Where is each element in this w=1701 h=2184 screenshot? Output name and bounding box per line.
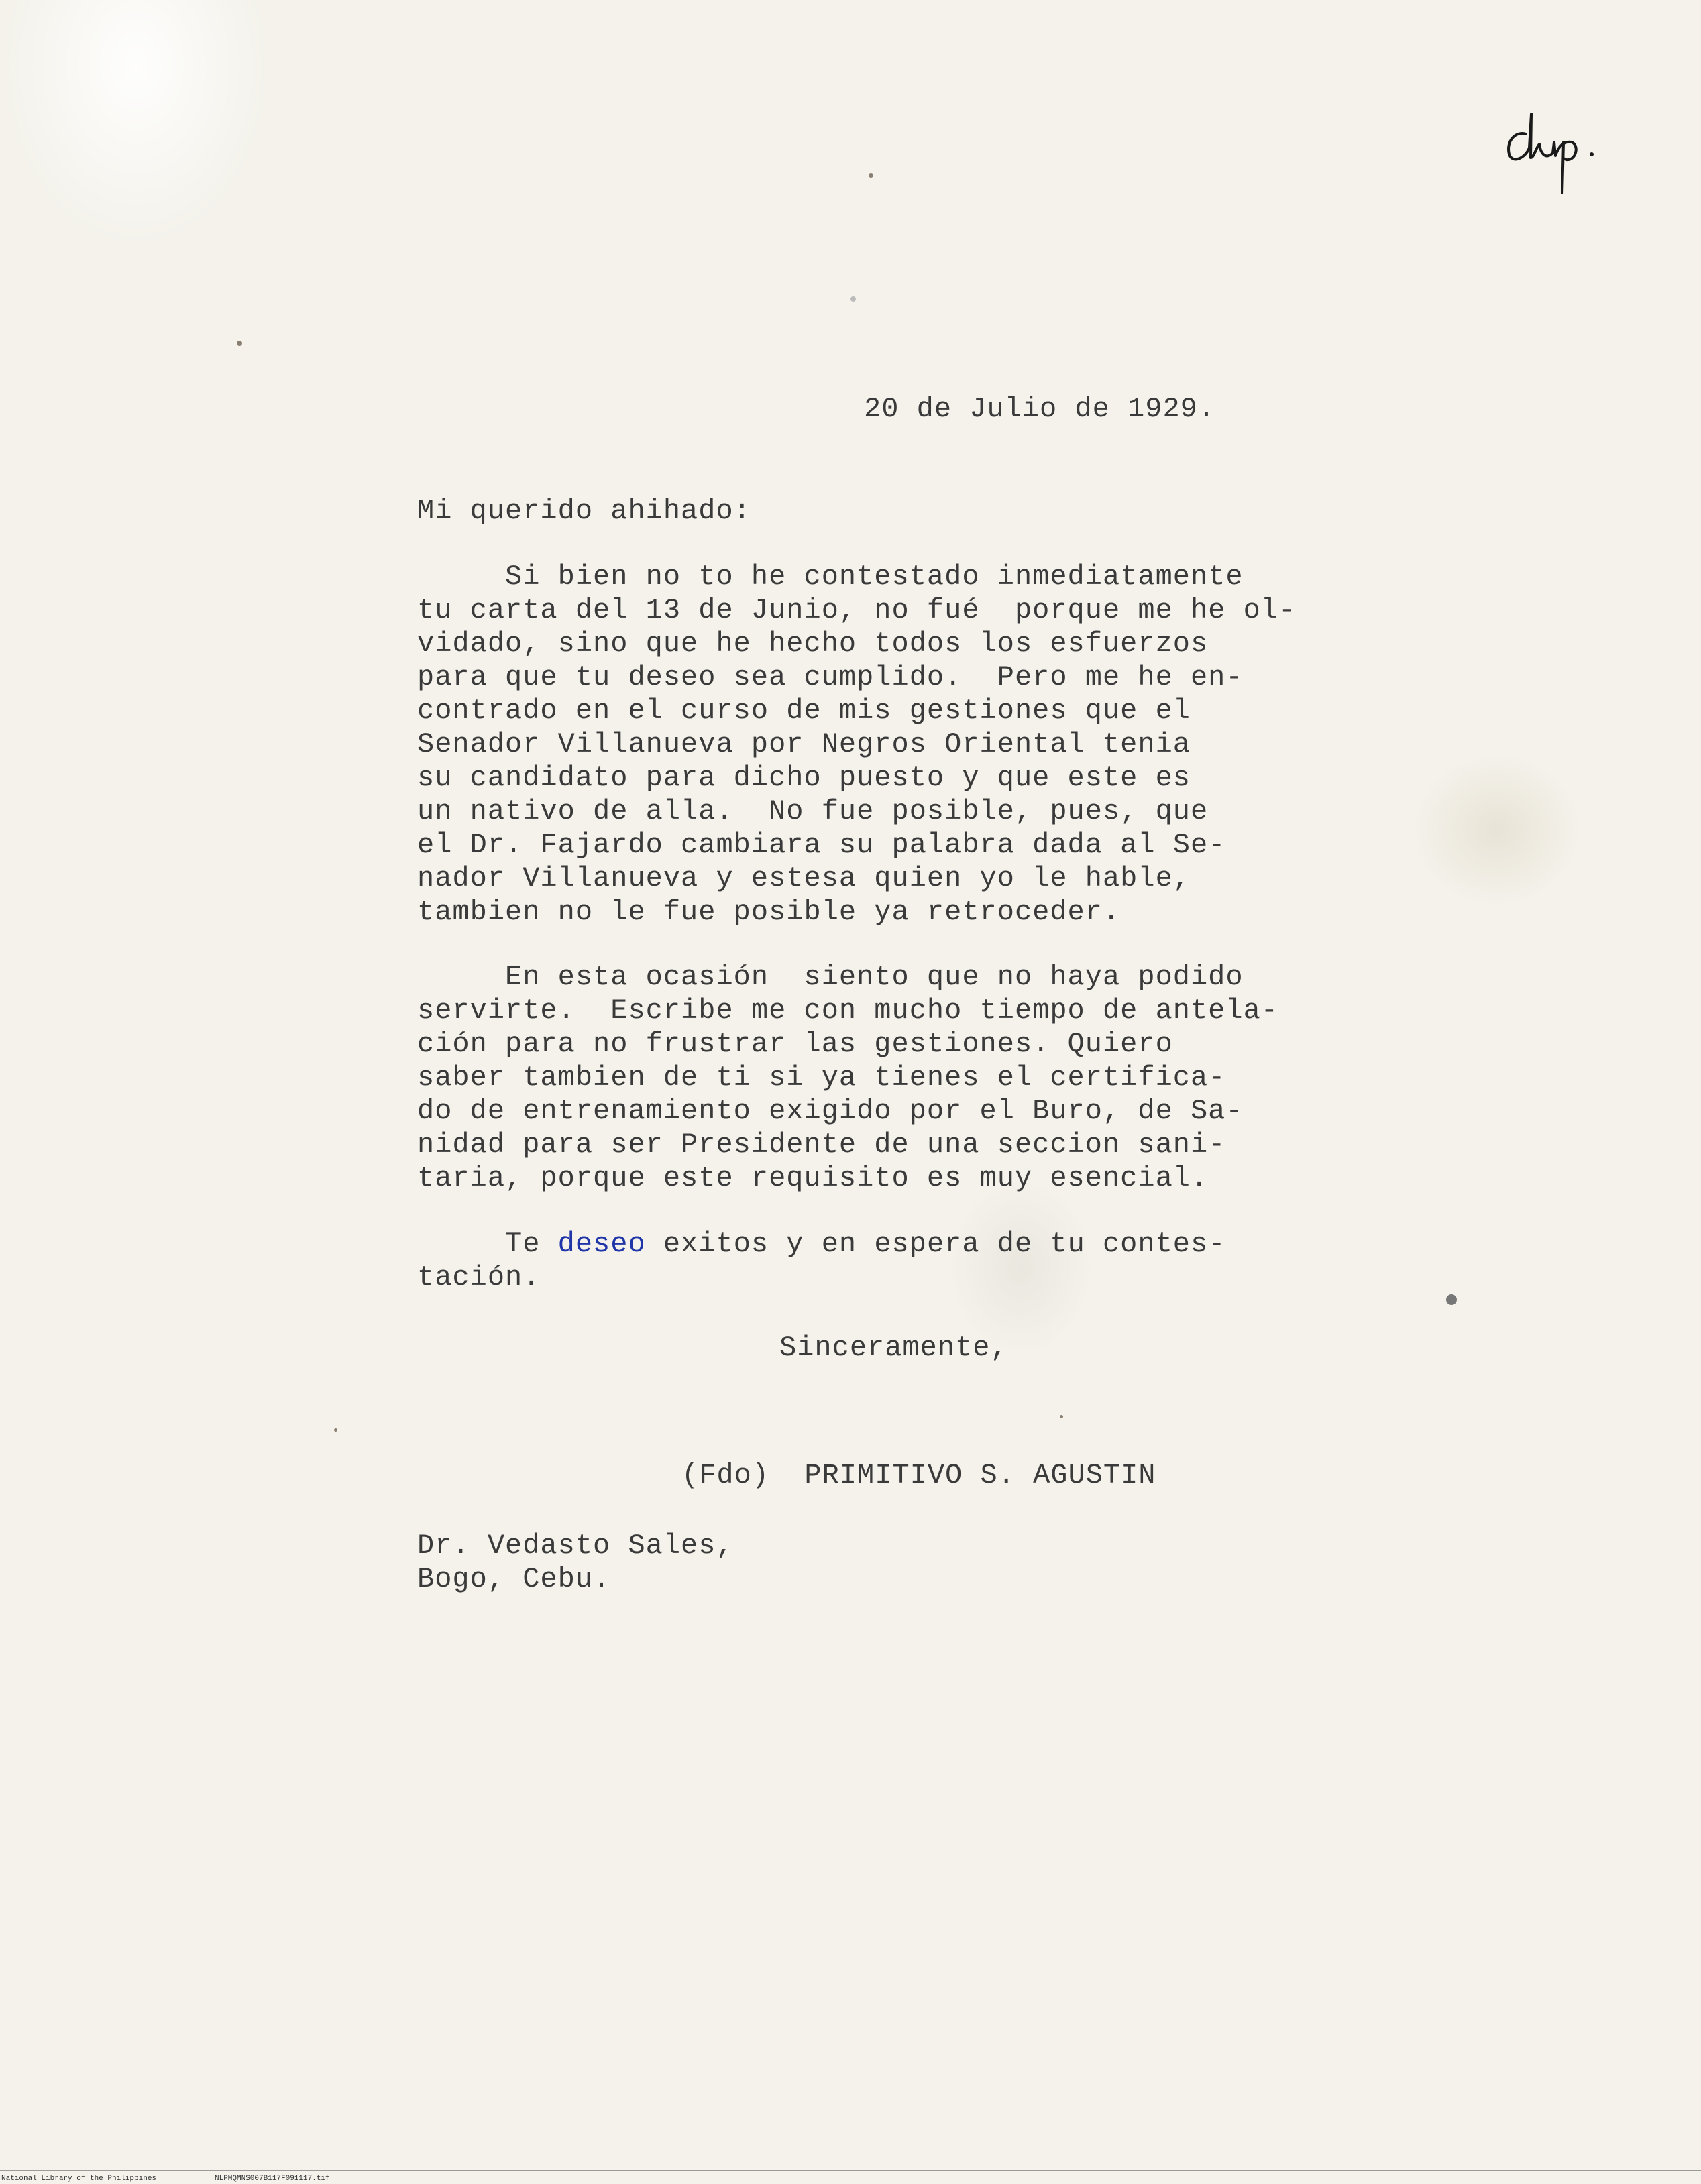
letter-date: 20 de Julio de 1929. [864, 393, 1216, 425]
paragraph2-line: servirte. Escribe me con mucho tiempo de antela- [417, 994, 1279, 1027]
paragraph1-line: vidado, sino que he hecho todos los esfuerzos [417, 628, 1209, 660]
paragraph3-pre: Te [417, 1228, 558, 1260]
paper-speck [1060, 1415, 1063, 1418]
paragraph1-line: su candidato para dicho puesto y que este es [417, 762, 1191, 794]
paragraph1-line: para que tu deseo sea cumplido. Pero me he en- [417, 661, 1244, 693]
paper-speck [851, 296, 856, 302]
letter-signature: (Fdo) PRIMITIVO S. AGUSTIN [681, 1459, 1156, 1491]
paragraph2-line: do de entrenamiento exigido por el Buro, de Sa- [417, 1095, 1244, 1127]
letter-closing: Sinceramente, [779, 1332, 1008, 1364]
paragraph2-line: saber tambien de ti si ya tienes el certifica- [417, 1061, 1226, 1094]
paper-speck [1446, 1294, 1457, 1305]
letter-salutation: Mi querido ahihado: [417, 495, 751, 527]
footer-library: National Library of the Philippines [1, 2175, 157, 2183]
paper-speck [237, 341, 242, 346]
paragraph2-line: En esta ocasión siento que no haya podido [417, 961, 1244, 993]
paragraph1-line: tambien no le fue posible ya retroceder. [417, 896, 1121, 928]
recipient-address-line: Dr. Vedasto Sales, [417, 1530, 734, 1562]
footer-filename: NLPMQMNS007B117F091117.tif [215, 2175, 330, 2183]
paragraph1-line: un nativo de alla. No fue posible, pues, que [417, 795, 1209, 827]
paragraph3-blue-correction: deseo [557, 1228, 646, 1260]
paragraph1-line: el Dr. Fajardo cambiara su palabra dada al Se- [417, 829, 1226, 861]
paragraph2-line: nidad para ser Presidente de una seccion sani- [417, 1129, 1226, 1161]
handwritten-dup-note [1499, 101, 1613, 194]
paragraph1-line: contrado en el curso de mis gestiones que el [417, 695, 1191, 727]
scan-edge-line [0, 2170, 1701, 2171]
paragraph3-post: exitos y en espera de tu contes- [645, 1228, 1226, 1260]
paper-speck [869, 173, 873, 178]
paragraph2-line: ción para no frustrar las gestiones. Quiero [417, 1028, 1173, 1060]
paragraph3-line: tación. [417, 1261, 541, 1294]
paragraph1-line: nador Villanueva y estesa quien yo le hable, [417, 862, 1191, 895]
paragraph2-line: taria, porque este requisito es muy esencial. [417, 1162, 1209, 1194]
paper-speck [334, 1428, 337, 1432]
paragraph1-line: Si bien no to he contestado inmediatamente [417, 561, 1244, 593]
paragraph3-line [417, 1227, 1225, 1261]
recipient-address-line: Bogo, Cebu. [417, 1563, 611, 1595]
paragraph1-line: tu carta del 13 de Junio, no fué porque me he ol- [417, 594, 1297, 626]
paragraph1-line: Senador Villanueva por Negros Oriental tenia [417, 728, 1191, 760]
